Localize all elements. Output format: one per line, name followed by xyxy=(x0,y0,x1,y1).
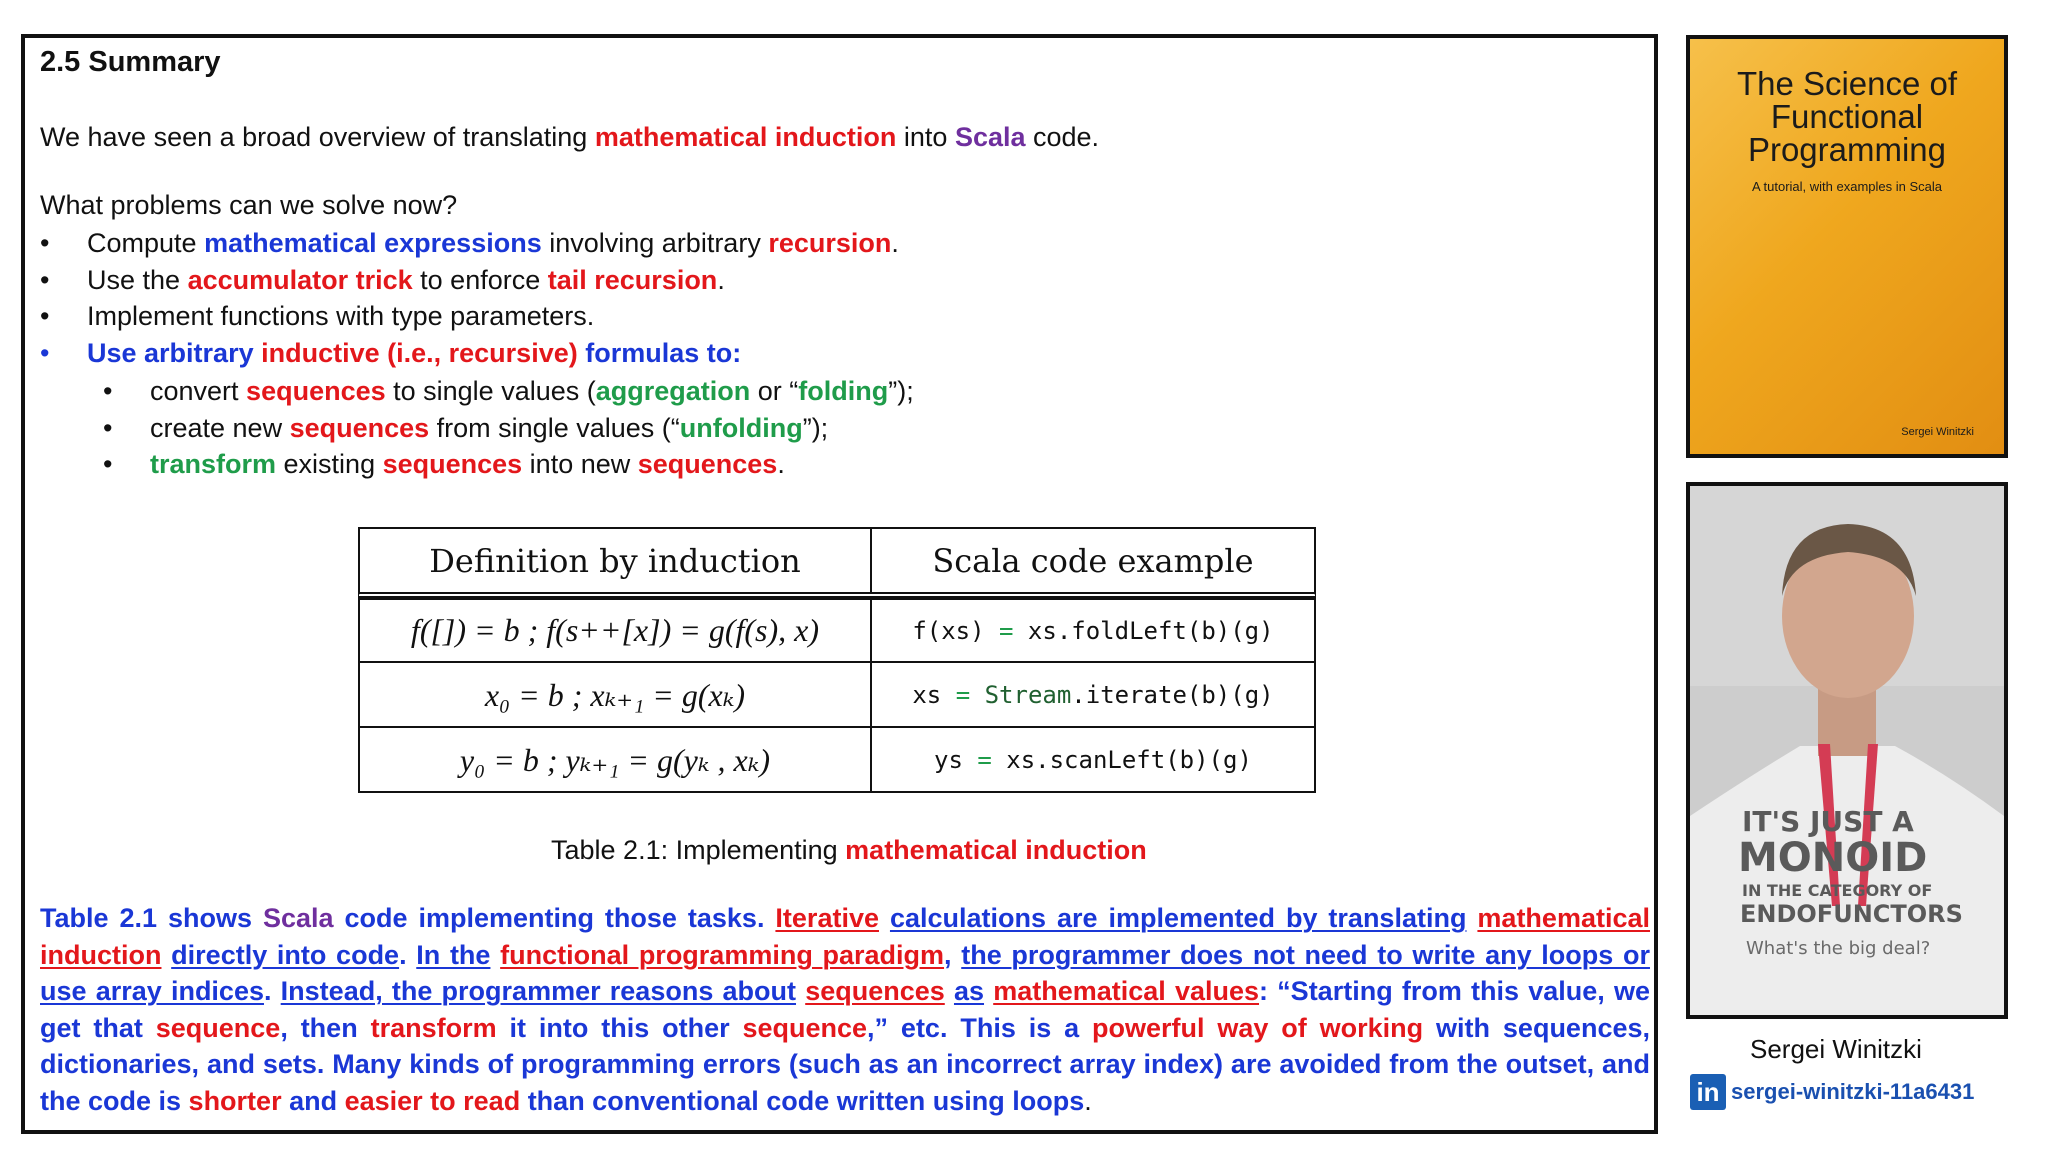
summary-paragraph: Table 2.1 shows Scala code implementing those tasks. Iterative calculations are implemented by translating mathematical induction directly into code. In the functional programming paradigm, the programmer does not need to write any loops or use array indices. Instead, the programmer reasons about sequences as mathematical values: “Starting from this value, we get that sequence, then transform it into this other sequence,” etc. This is a powerful way of working with sequences, dictionaries, and sets. Many kinds of programming errors (such as an incorrect array index) are avoided from the outset, and the code is shorter and easier to read than conventional code written using loops. xyxy=(40,903,1650,1116)
intro-text: code. xyxy=(1025,122,1100,152)
linkedin-icon: in xyxy=(1690,1074,1726,1110)
bullet-item: • Use the accumulator trick to enforce tail recursion. xyxy=(40,262,899,299)
sub-bullet-list xyxy=(103,373,914,483)
linkedin-handle[interactable]: sergei-winitzki-11a6431 xyxy=(1731,1079,1975,1104)
shirt-text: What's the big deal? xyxy=(1746,938,1931,959)
presenter-name: Sergei Winitzki xyxy=(1750,1034,1922,1064)
table-cell-math: f([]) = b ; f(s++[x]) = g(f(s), x) xyxy=(360,600,872,661)
intro-highlight: mathematical induction xyxy=(594,122,897,152)
table-header-definition: Definition by induction xyxy=(360,529,872,592)
sub-bullet-item: • transform existing sequences into new sequences. xyxy=(103,446,914,483)
linkedin-link[interactable] xyxy=(1690,1074,1974,1110)
table-cell-math: y₀ = b ; yₖ₊₁ = g(yₖ , xₖ) xyxy=(360,728,872,791)
shirt-text: ENDOFUNCTORS xyxy=(1740,900,1963,928)
intro-line xyxy=(40,122,1099,153)
book-cover xyxy=(1686,35,2008,458)
table-header-scala: Scala code example xyxy=(932,541,1254,580)
book-author: Sergei Winitzki xyxy=(1901,426,1974,438)
intro-text: into xyxy=(896,122,955,152)
presenter-silhouette xyxy=(1690,486,2004,1015)
intro-text: We have seen a broad overview of translating xyxy=(40,122,595,152)
table-caption: Table 2.1: Implementing mathematical induction xyxy=(551,835,1147,865)
bullet-item: • Implement functions with type parameters. xyxy=(40,298,899,335)
table-row xyxy=(358,728,1316,793)
sub-bullet-item: • convert sequences to single values (aggregation or “folding”); xyxy=(103,373,914,410)
question-line: What problems can we solve now? xyxy=(40,190,458,220)
shirt-text: MONOID xyxy=(1738,835,1928,881)
table-header-row xyxy=(358,527,1316,598)
sub-bullet-item: • create new sequences from single values (“unfolding”); xyxy=(103,410,914,447)
book-subtitle: A tutorial, with examples in Scala xyxy=(1751,179,1943,194)
slide-title: 2.5 Summary xyxy=(40,46,221,78)
bullet-list xyxy=(40,225,899,371)
table-cell-code: ys = xs.scanLeft(b)(g) xyxy=(934,745,1252,774)
slide-panel xyxy=(21,34,1658,1134)
table-row xyxy=(358,598,1316,663)
shirt-text: IN THE CATEGORY OF xyxy=(1742,881,1933,900)
presenter-video xyxy=(1686,482,2008,1019)
bullet-item: • Use arbitrary inductive (i.e., recursive) formulas to: xyxy=(40,335,899,372)
induction-table xyxy=(358,527,1316,793)
table-cell-code: xs = Stream .iterate(b)(g) xyxy=(912,680,1274,709)
table-row xyxy=(358,663,1316,728)
table-cell-code: f(xs) = xs.foldLeft(b)(g) xyxy=(912,616,1274,645)
intro-highlight: Scala xyxy=(954,122,1026,152)
bullet-item: • Compute mathematical expressions involving arbitrary recursion. xyxy=(40,225,899,262)
table-cell-math: x₀ = b ; xₖ₊₁ = g(xₖ) xyxy=(360,663,872,726)
shirt-text: IT'S JUST A xyxy=(1742,805,1914,838)
book-title: The Science of Functional Programming xyxy=(1736,65,1958,168)
